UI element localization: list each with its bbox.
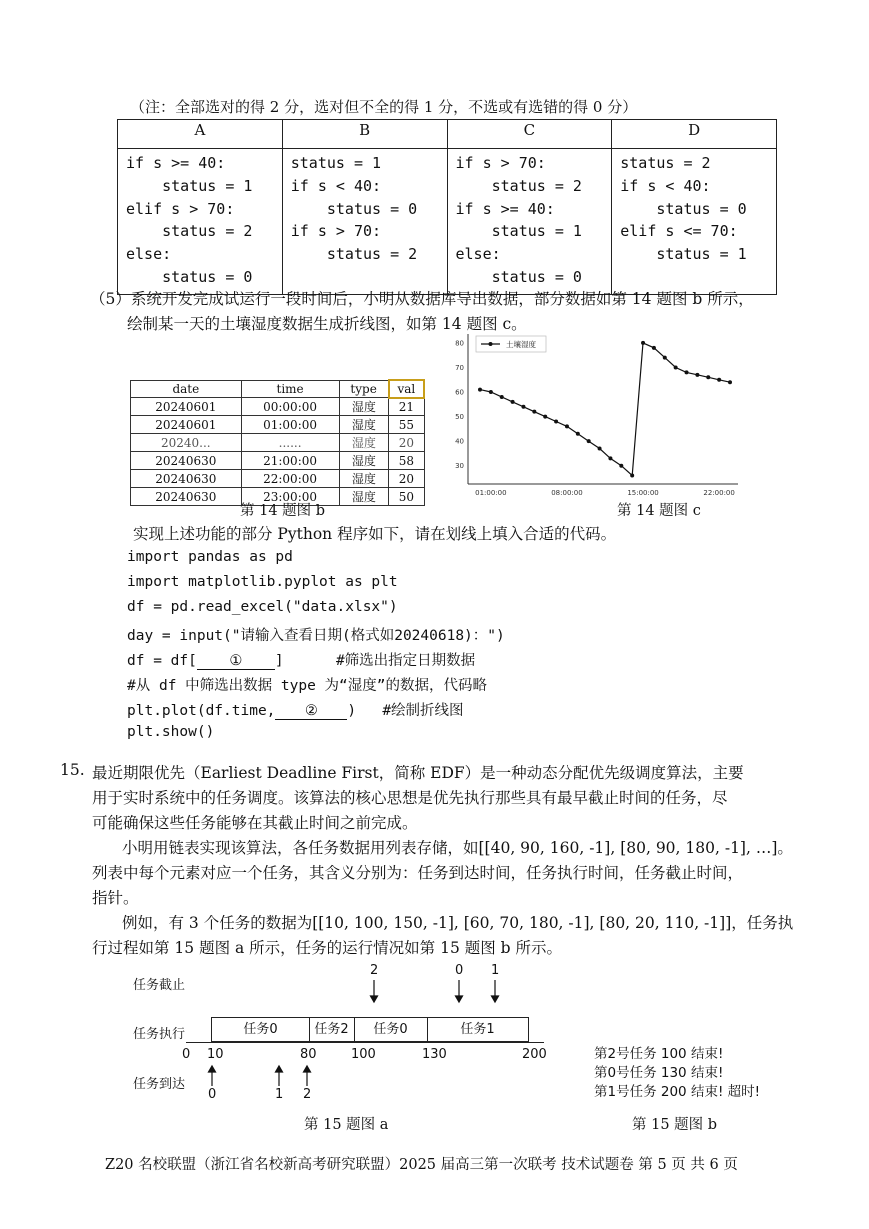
x-tick-label: 01:00:00 <box>475 489 507 497</box>
series-line <box>480 343 730 476</box>
table-row <box>131 470 425 488</box>
code-line: elif s <= 70: <box>620 222 738 241</box>
table-row <box>131 416 425 434</box>
option-c-header: C <box>447 120 612 149</box>
data-point <box>587 439 591 443</box>
code-fragment: df = df[ <box>127 653 197 669</box>
arrive-id-0: 0 <box>208 1087 217 1102</box>
code-line: status = 1 <box>455 222 582 241</box>
code-fragment: ) #绘制折线图 <box>347 703 464 719</box>
result-line-3: 第1号任务 200 结束! 超时! <box>594 1084 761 1100</box>
cell-type: 湿度 <box>339 452 389 470</box>
cell-time: 00:00:00 <box>241 398 339 416</box>
data-point <box>619 464 623 468</box>
label-task-arrival: 任务到达 <box>133 1077 186 1092</box>
code-line: status = 0 <box>620 199 747 218</box>
q15-para2-line3: 指针。 <box>92 889 139 907</box>
cell-val: 21 <box>389 398 424 416</box>
code-line-6: #从 df 中筛选出数据 type 为“湿度”的数据，代码略 <box>127 678 487 694</box>
data-point <box>489 390 493 394</box>
q15-number: 15. <box>60 761 85 779</box>
data-point <box>608 456 612 460</box>
segment-task0-resume: 任务0 <box>354 1018 428 1041</box>
data-point <box>652 346 656 350</box>
cell-val: 55 <box>389 416 424 434</box>
cell-type: 湿度 <box>339 416 389 434</box>
code-line: status = 2 <box>620 154 711 172</box>
tick-200: 200 <box>522 1047 547 1062</box>
cell-date: 20240630 <box>131 452 242 470</box>
deadline-arrows <box>360 978 510 1004</box>
code-line-4: day = input("请输入查看日期(格式如20240618)：") <box>127 628 505 644</box>
data-point <box>478 388 482 392</box>
cell-type: 湿度 <box>339 470 389 488</box>
code-line: status = 2 <box>126 222 253 241</box>
table-row <box>131 398 425 416</box>
y-tick-label: 60 <box>455 388 464 397</box>
code-line: if s >= 40: <box>126 154 226 172</box>
code-fragment: ] #筛选出指定日期数据 <box>274 653 476 669</box>
data-point <box>674 365 678 369</box>
code-line: if s < 40: <box>290 176 382 195</box>
col-header-type: type <box>339 380 389 398</box>
data-point <box>500 395 504 399</box>
segment-task2: 任务2 <box>309 1018 355 1041</box>
option-b-code <box>282 149 447 295</box>
code-line-5 <box>127 649 475 670</box>
execution-bar <box>211 1017 529 1042</box>
data-point <box>717 378 721 382</box>
data-point <box>511 400 515 404</box>
data-point <box>685 370 689 374</box>
cell-val: 20 <box>389 470 424 488</box>
cell-val: 20 <box>389 434 424 452</box>
q15-para1-line3: 可能确保这些任务能够在其截止时间之前完成。 <box>92 814 418 832</box>
code-line: else: <box>455 245 501 264</box>
figure-15b-caption: 第 15 题图 b <box>632 1117 718 1133</box>
code-line: status = 1 <box>126 176 253 195</box>
cell-date: 20240601 <box>131 416 242 434</box>
cell-date: 20240630 <box>131 488 242 506</box>
code-line: if s > 70: <box>455 154 546 172</box>
data-point <box>663 356 667 360</box>
y-tick-label: 50 <box>455 413 464 422</box>
q15-para3-line1: 例如，有 3 个任务的数据为[[10, 100, 150, -1], [60, 70, 180, -1], [80, 20, 110, -1]]，任务执 <box>122 914 794 932</box>
option-c-code <box>447 149 612 295</box>
code-fragment: plt.plot(df.time, <box>127 703 276 719</box>
cell-time: 21:00:00 <box>241 452 339 470</box>
data-point <box>554 420 558 424</box>
data-point <box>543 415 547 419</box>
table-row <box>131 452 425 470</box>
y-tick-label: 30 <box>455 462 464 471</box>
cell-type: 湿度 <box>339 488 389 506</box>
cell-val: 58 <box>389 452 424 470</box>
cell-time: 01:00:00 <box>241 416 339 434</box>
answer-blank-1[interactable]: ① <box>197 653 275 670</box>
option-a-header: A <box>118 120 283 149</box>
cell-date: 20240630 <box>131 470 242 488</box>
deadline-id-0: 0 <box>455 963 464 978</box>
code-line: else: <box>126 245 172 264</box>
cell-type: 湿度 <box>339 434 389 452</box>
cell-date: 20240601 <box>131 398 242 416</box>
options-table <box>117 119 777 295</box>
cell-time: 22:00:00 <box>241 470 339 488</box>
option-a-code <box>118 149 283 295</box>
q5-line2: 绘制某一天的土壤湿度数据生成折线图，如第 14 题图 c。 <box>127 315 527 333</box>
q15-para2-line1: 小明用链表实现该算法，各任务数据用列表存储，如[[40, 90, 160, -1], [80, 90, 180, -1], …]。 <box>122 839 793 857</box>
data-point <box>576 432 580 436</box>
tick-100: 100 <box>351 1047 376 1062</box>
code-line-8: plt.show() <box>127 724 215 740</box>
code-line: status = 0 <box>126 267 253 286</box>
code-line: if s > 70: <box>290 222 382 241</box>
code-line-7 <box>127 699 464 720</box>
arrive-id-1: 1 <box>275 1087 284 1102</box>
data-point <box>641 341 645 345</box>
q15-para1-line2: 用于实时系统中的任务调度。该算法的核心思想是优先执行那些具有最早截止时间的任务，尽 <box>92 789 728 807</box>
y-tick-label: 70 <box>455 363 464 372</box>
data-point <box>695 373 699 377</box>
code-line: elif s > 70: <box>126 199 235 218</box>
legend-label: 土壤湿度 <box>506 340 536 349</box>
result-line-2: 第0号任务 130 结束! <box>594 1065 724 1081</box>
option-b-header: B <box>282 120 447 149</box>
figure-14b-caption: 第 14 题图 b <box>240 503 326 519</box>
cell-date: 20240... <box>131 434 242 452</box>
code-line: if s < 40: <box>620 176 711 195</box>
code-line: status = 1 <box>620 245 747 264</box>
code-line: if s >= 40: <box>455 199 555 218</box>
result-line-1: 第2号任务 100 结束! <box>594 1046 724 1062</box>
legend <box>476 336 546 352</box>
data-point <box>598 447 602 451</box>
scoring-note: （注：全部选对的得 2 分，选对但不全的得 1 分，不选或有选错的得 0 分） <box>130 98 638 116</box>
q15-para3-line2: 行过程如第 15 题图 a 所示，任务的运行情况如第 15 题图 b 所示。 <box>92 939 563 957</box>
x-tick-label: 08:00:00 <box>551 489 583 497</box>
y-tick-label: 40 <box>455 437 464 446</box>
q5-line1: （5）系统开发完成试运行一段时间后，小明从数据库导出数据，部分数据如第 14 题图 b 所示， <box>90 290 754 308</box>
data-point <box>630 474 634 478</box>
code-line-3: df = pd.read_excel("data.xlsx") <box>127 599 398 615</box>
segment-task0: 任务0 <box>212 1018 310 1041</box>
q15-para1-line1: 最近期限优先（Earliest Deadline First，简称 EDF）是一种动态分配优先级调度算法，主要 <box>92 764 744 782</box>
code-line: status = 2 <box>290 245 418 264</box>
figure-14c-line-chart <box>450 332 740 500</box>
code-line: status = 1 <box>290 154 382 172</box>
arrive-id-2: 2 <box>303 1087 312 1102</box>
data-point <box>532 410 536 414</box>
data-table-b <box>130 379 425 506</box>
col-header-val: val <box>389 380 424 398</box>
option-d-code <box>612 149 777 295</box>
data-point <box>565 424 569 428</box>
label-task-deadline: 任务截止 <box>133 978 186 993</box>
table-row-torn <box>131 434 425 452</box>
answer-blank-2[interactable]: ② <box>275 703 347 720</box>
page-footer: Z20 名校联盟（浙江省名校新高考研究联盟）2025 届高三第一次联考 技术试题卷 第 5 页 共 6 页 <box>105 1157 738 1173</box>
code-intro: 实现上述功能的部分 Python 程序如下，请在划线上填入合适的代码。 <box>133 525 617 543</box>
label-task-execution: 任务执行 <box>133 1027 186 1042</box>
x-tick-label: 22:00:00 <box>703 489 735 497</box>
tick-0: 0 <box>182 1047 191 1062</box>
q15-para2-line2: 列表中每个元素对应一个任务，其含义分别为：任务到达时间，任务执行时间，任务截止时间， <box>92 864 744 882</box>
data-point <box>521 405 525 409</box>
data-point <box>706 375 710 379</box>
option-d-header: D <box>612 120 777 149</box>
code-line-1: import pandas as pd <box>127 549 293 565</box>
cell-time: 23:00:00 <box>241 488 339 506</box>
col-header-time: time <box>241 380 339 398</box>
figure-14c-caption: 第 14 题图 c <box>617 503 701 519</box>
col-header-date: date <box>131 380 242 398</box>
tick-10: 10 <box>207 1047 224 1062</box>
cell-type: 湿度 <box>339 398 389 416</box>
code-line: status = 2 <box>455 176 582 195</box>
data-point <box>728 380 732 384</box>
deadline-id-2: 2 <box>370 963 379 978</box>
tick-130: 130 <box>422 1047 447 1062</box>
code-line-2: import matplotlib.pyplot as plt <box>127 574 398 590</box>
code-line: status = 0 <box>455 267 582 286</box>
legend-marker <box>489 342 493 346</box>
segment-task1: 任务1 <box>460 1022 495 1037</box>
code-line: status = 0 <box>290 199 418 218</box>
x-tick-label: 15:00:00 <box>627 489 659 497</box>
arrival-arrows <box>200 1064 320 1088</box>
cell-time: ...... <box>241 434 339 452</box>
y-tick-label: 80 <box>455 339 464 348</box>
figure-15a-caption: 第 15 题图 a <box>304 1117 389 1133</box>
deadline-id-1: 1 <box>491 963 500 978</box>
tick-80: 80 <box>300 1047 317 1062</box>
cell-val: 50 <box>389 488 424 506</box>
time-axis <box>186 1042 544 1043</box>
